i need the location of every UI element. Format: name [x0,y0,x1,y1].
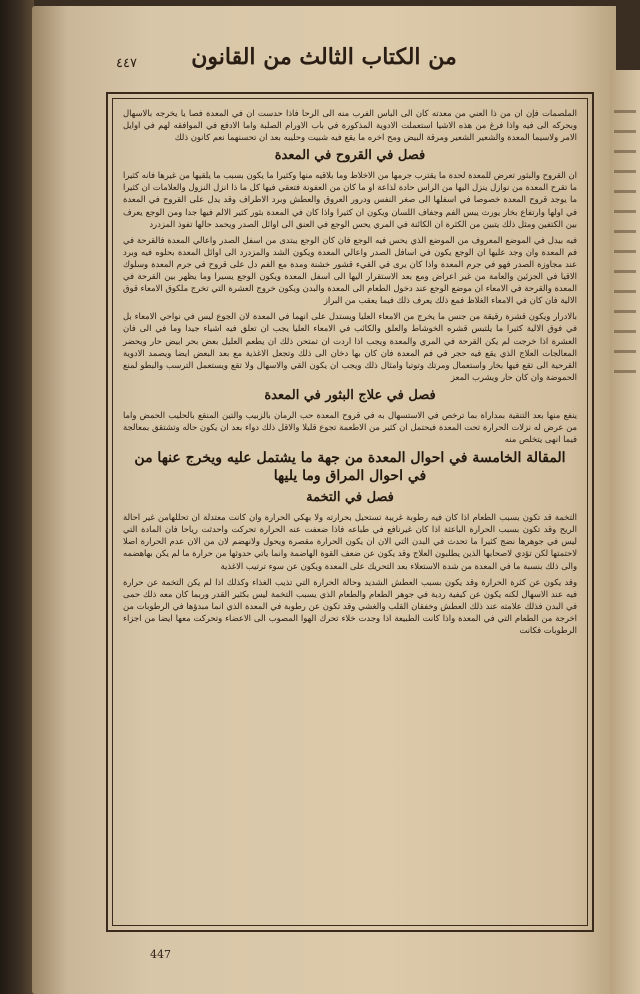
text-block [112,98,588,926]
bottom-page-number: 447 [150,948,171,961]
paragraph-4: بالادرار ويكون قشرة رقيقة من جنس ما يخرج من الامعاء العليا ويستدل على انهما في المعدة لان الجوع ليس في نواحي الامعاء بل في فوق الالية كثيرا ما يلتبس قشره الخوشاط والعلق والكائب في الامعاء العليا يجب ان تعلق فيه اشياء جيدا وما في الى فان العشرة اذا خرجت لم يكن القرحة في المري والمعدة ويجب اذا اردت ان تمتحن ذلك ان يطعم العليل بعض بحر ابيض حار ويحضر المعالجات العلاج الذي يقع فيه حجر في فم المعدة فان كان بها دخان الى ذلك وتجعل الاغذية مع بعد البعض ايضا ويصمد الادوية القرحية الى تقع فيها بخار واستعمال ومرتك وتوتيا وامثال ذلك ويجب ان يكون القي والاسهال ولا تقع ويستعمل الترسب والبطو لمنع الحموضة وان كان حار ويشرب المعز [123,311,577,382]
heading-ulcers: فصل في القروح في المعدة [274,148,426,164]
manuscript-page [32,6,616,994]
text-frame [106,92,594,932]
paragraph-5: ينفع منها بعد التنقية بمداراة بما ترخص في الاستسهال به في قروح المعدة حب الرمان بالزبيب والتين المنقع بالحليب الحمض واما من عرض له نزلات الحرارة تحت المعدة فيحتمل ان كثير من الاطعمة تجوع قليلا والاقل ذلك دواء بعد ان يكون حاله وتشتقق بمعالجة فيما انهى يتخلص منه [123,409,577,445]
running-title: من الكتاب الثالث من القانون [191,44,457,70]
heading-fifth-discourse: المقالة الخامسة في احوال المعدة من جهة ما يشتمل عليه ويخرج عنها من في احوال المراق وما يليها [134,450,566,485]
heading-indigestion: فصل في التخمة [306,490,394,506]
paragraph-7: وقد يكون عن كثرة الحرارة وقد يكون بسبب العطش الشديد وحالة الحرارة التي تذيب الغذاء وكذلك اذا لم يكن التخمة عن حرارة فيه عند الاسهال لكنه يكون عن كيفية ردية في جوهر الطعام والطعام الذي يسبب التخمة ليس بكثير القدر وربما كان معه ذلك حمى في البدن فذلك علامته عند ذلك العطش وخفقان القلب والغشي وقد تكون عن رطوبة في المعدة الذي انما مبدؤها في الرطوبات من اخرجة من الطعام التي في المعدة واذا كانت الطبيعة اذا وجدت خلاء تحرك الهوا المصوب الى الاعضاء وتحركت معها ايضا من اجزاء الرطوبات فكانت [123,576,577,635]
paragraph-3: فيه بيدل في الموضع المعروف من الموضع الذي يحس فيه الوجع فان كان الوجع يبتدى من اسفل الصدر واعالي المعدة فالقرحة في فم المعدة وان وجد عليها ان الوجع يكون في اسافل الصدر واعالي المعدة ويكون الشد والمزدرد الى اوائل المعدة بحلوه فيه وبرد عند مجاوزة الصدر فهو في جرم المعدة واذا كان يرى في القيء قشور خشنة ومدة مع الفم دل على قروح في جرم المعدة وسلوك الاقيا في الجزئين والعامة من غير اعراض ومع بعد الاستقرار اليها الى اسفل المعدة ويكون الوجع يسيرا وما يظهر بين القرحة في المعدة والقرحة في الامعاء ان موضع الوجع عند دخول الطعام الى المعدة والبدن ويكون خروج العشرة التي تخرج ملكوق الامعاء قوق الالية فان كان في الامعاء الغلاظ فمع ذلك يعرف ذلك فيما يعقب من البراز [123,234,577,306]
book-gutter-shadow [0,0,34,994]
folio-number: ٤٤٧ [116,56,137,71]
paragraph-1: الملصمات فإن ان من ذا العني من معدته كان الى الباس الفرب منه الى الرحا فاذا حدست ان في المعدة فصا يا يخرجه بالاسهال وبحركه الى فيه واذا فرغ من هذه الاشيا استعملت الادوية المذكورة في باب الاورام الصلبة واما الادفع في الموافقه لهم في اوايل الامر ولاسيما المعدة والشعير الشعير ومرقة البيض ومح اخره ما يقع فيه شبيت وحليبه بعد ان تحسنهما نعم كانون ذلك [123,108,577,143]
heading-pustules-treatment: فصل في علاج البثور في المعدة [264,387,436,403]
adjacent-page-edge [610,70,640,994]
paragraph-6: التخمة قد تكون بسبب الطعام اذا كان فيه رطوبة غريبة تستحيل بحرارته ولا بهكي الحرارة وان كانت معتدلة ان تحللهامن غير احالة الريح وقد تكون بسبب الحرارة الباعثة اذا كان غيرنافع في طباعه فاذا ضعفت عنه الحرارة تحركت واحدثت رياحا فان المادة التي ليس في جوهرها نضج كثيرا ما تحدث في البدن التي الان ان يكون الحرارة مقصرة ويحول ولانهضم لان من الان عدم الحرارة اصلا لاحتمتها لكن تؤدي لاصحابها الذين يطلبون العلاج وقد يكون عن ضعف القوة الهاضمة وانما ياتي حدوثها من حرارة ما لم يكن بهاهضمه والى ذلك بنسبة ما في المعدة من شدة الاستعلاء بعد التحريك على المعدة ويكون عن سوء ترتيب الاغذية [123,512,577,571]
paragraph-2: ان القروح والبثور تعرض للمعدة لحدة ما يقترب جرمها من الاخلاط وما بلاقيه منها وكثيرا ما يكون بسبب ما يلقيها من غيرها فانه كثيرا ما تقرح المعدة من نوازل ينزل اليها من الراس حادة لذاعة او ما كان من العفونة فتعقي فيها كل ما ذا انزل النزول والعلامات ان كثيرا ما يوجد قروح المعدة خصوصا في اسفلها الى صغر النفس ودرور العروق والعطش وبرد الاطراف وقد يدل على القروح في المعدة في اولها وارتفاع بخار يورث يبس الفم وجفاف اللسان ويكون ان كثيرا واذا كان في المعدة بثور كثير الالم فيها جدا ومن الوجع يعرف بين الكتفين ومثل ذلك يتبين من الكثرة ان الكائنة في المري يحس الوجع في العنق الى اوائل الصدر ويحمد حالها تفوذ المزدرد [123,170,577,229]
